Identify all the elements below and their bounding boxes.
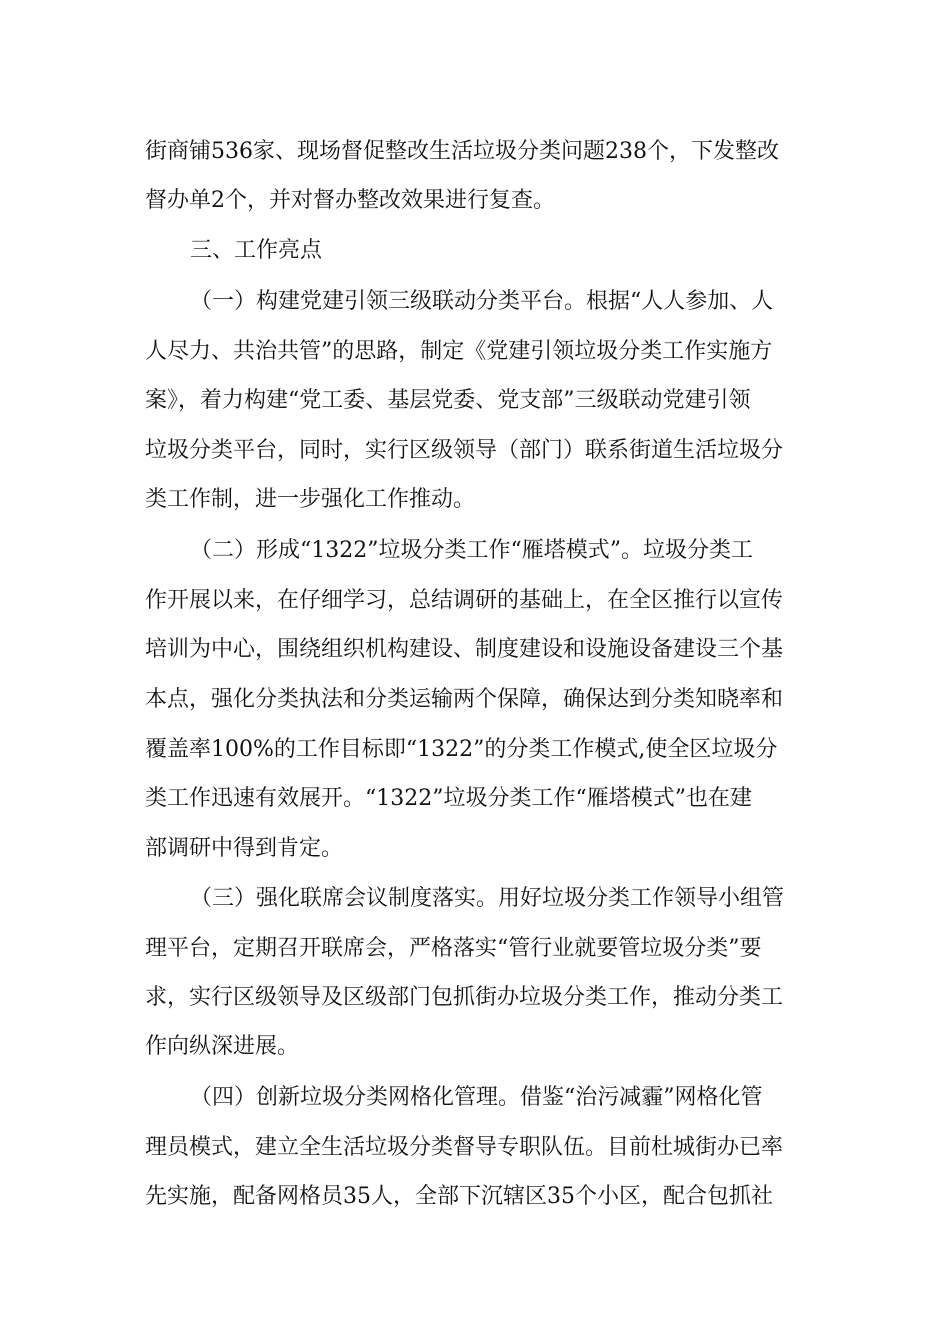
text-line-20: （四）创新垃圾分类网格化管理。借鉴“治污减霾”网格化管 (190, 1085, 763, 1110)
text-line-17: 理平台，定期召开联席会，严格落实“管行业就要管垃圾分类”要 (145, 936, 762, 961)
text-line-21: 理员模式，建立全生活垃圾分类督导专职队伍。目前杜城街办已率 (145, 1135, 784, 1160)
text-line-4: （一）构建党建引领三级联动分类平台。根据“人人参加、人 (190, 289, 774, 314)
text-line-15: 部调研中得到肯定。 (145, 836, 344, 861)
text-line-13: 覆盖率100%的工作目标即“1322”的分类工作模式,使全区垃圾分 (145, 737, 778, 762)
text-line-19: 作向纵深进展。 (145, 1034, 300, 1059)
text-line-5: 人尽力、共治共管”的思路，制定《党建引领垃圾分类工作实施方 (145, 339, 773, 364)
text-line-16: （三）强化联席会议制度落实。用好垃圾分类工作领导小组管 (190, 886, 785, 911)
text-line-11: 培训为中心，围绕组织机构建设、制度建设和设施设备建设三个基 (145, 637, 784, 662)
text-line-2: 督办单2个，并对督办整改效果进行复查。 (145, 188, 555, 213)
text-line-7: 垃圾分类平台，同时，实行区级领导（部门）联系街道生活垃圾分 (145, 438, 784, 463)
text-line-14: 类工作迅速有效展开。“1322”垃圾分类工作“雁塔模式”也在建 (145, 786, 752, 811)
text-line-12: 本点，强化分类执法和分类运输两个保障，确保达到分类知晓率和 (145, 687, 784, 712)
section-heading: 三、工作亮点 (190, 238, 323, 263)
text-line-22: 先实施，配备网格员35人，全部下沉辖区35个小区，配合包抓社 (145, 1184, 773, 1209)
text-line-1: 街商铺536家、现场督促整改生活垃圾分类问题238个，下发整改 (145, 139, 779, 164)
text-line-6: 案》，着力构建“党工委、基层党委、党支部”三级联动党建引领 (145, 388, 751, 413)
text-line-9: （二）形成“1322”垃圾分类工作“雁塔模式”。垃圾分类工 (190, 538, 753, 563)
text-line-10: 作开展以来，在仔细学习，总结调研的基础上，在全区推行以宣传 (145, 588, 784, 613)
text-line-18: 求，实行区级领导及区级部门包抓街办垃圾分类工作，推动分类工 (145, 985, 784, 1010)
text-line-8: 类工作制，进一步强化工作推动。 (145, 487, 476, 512)
